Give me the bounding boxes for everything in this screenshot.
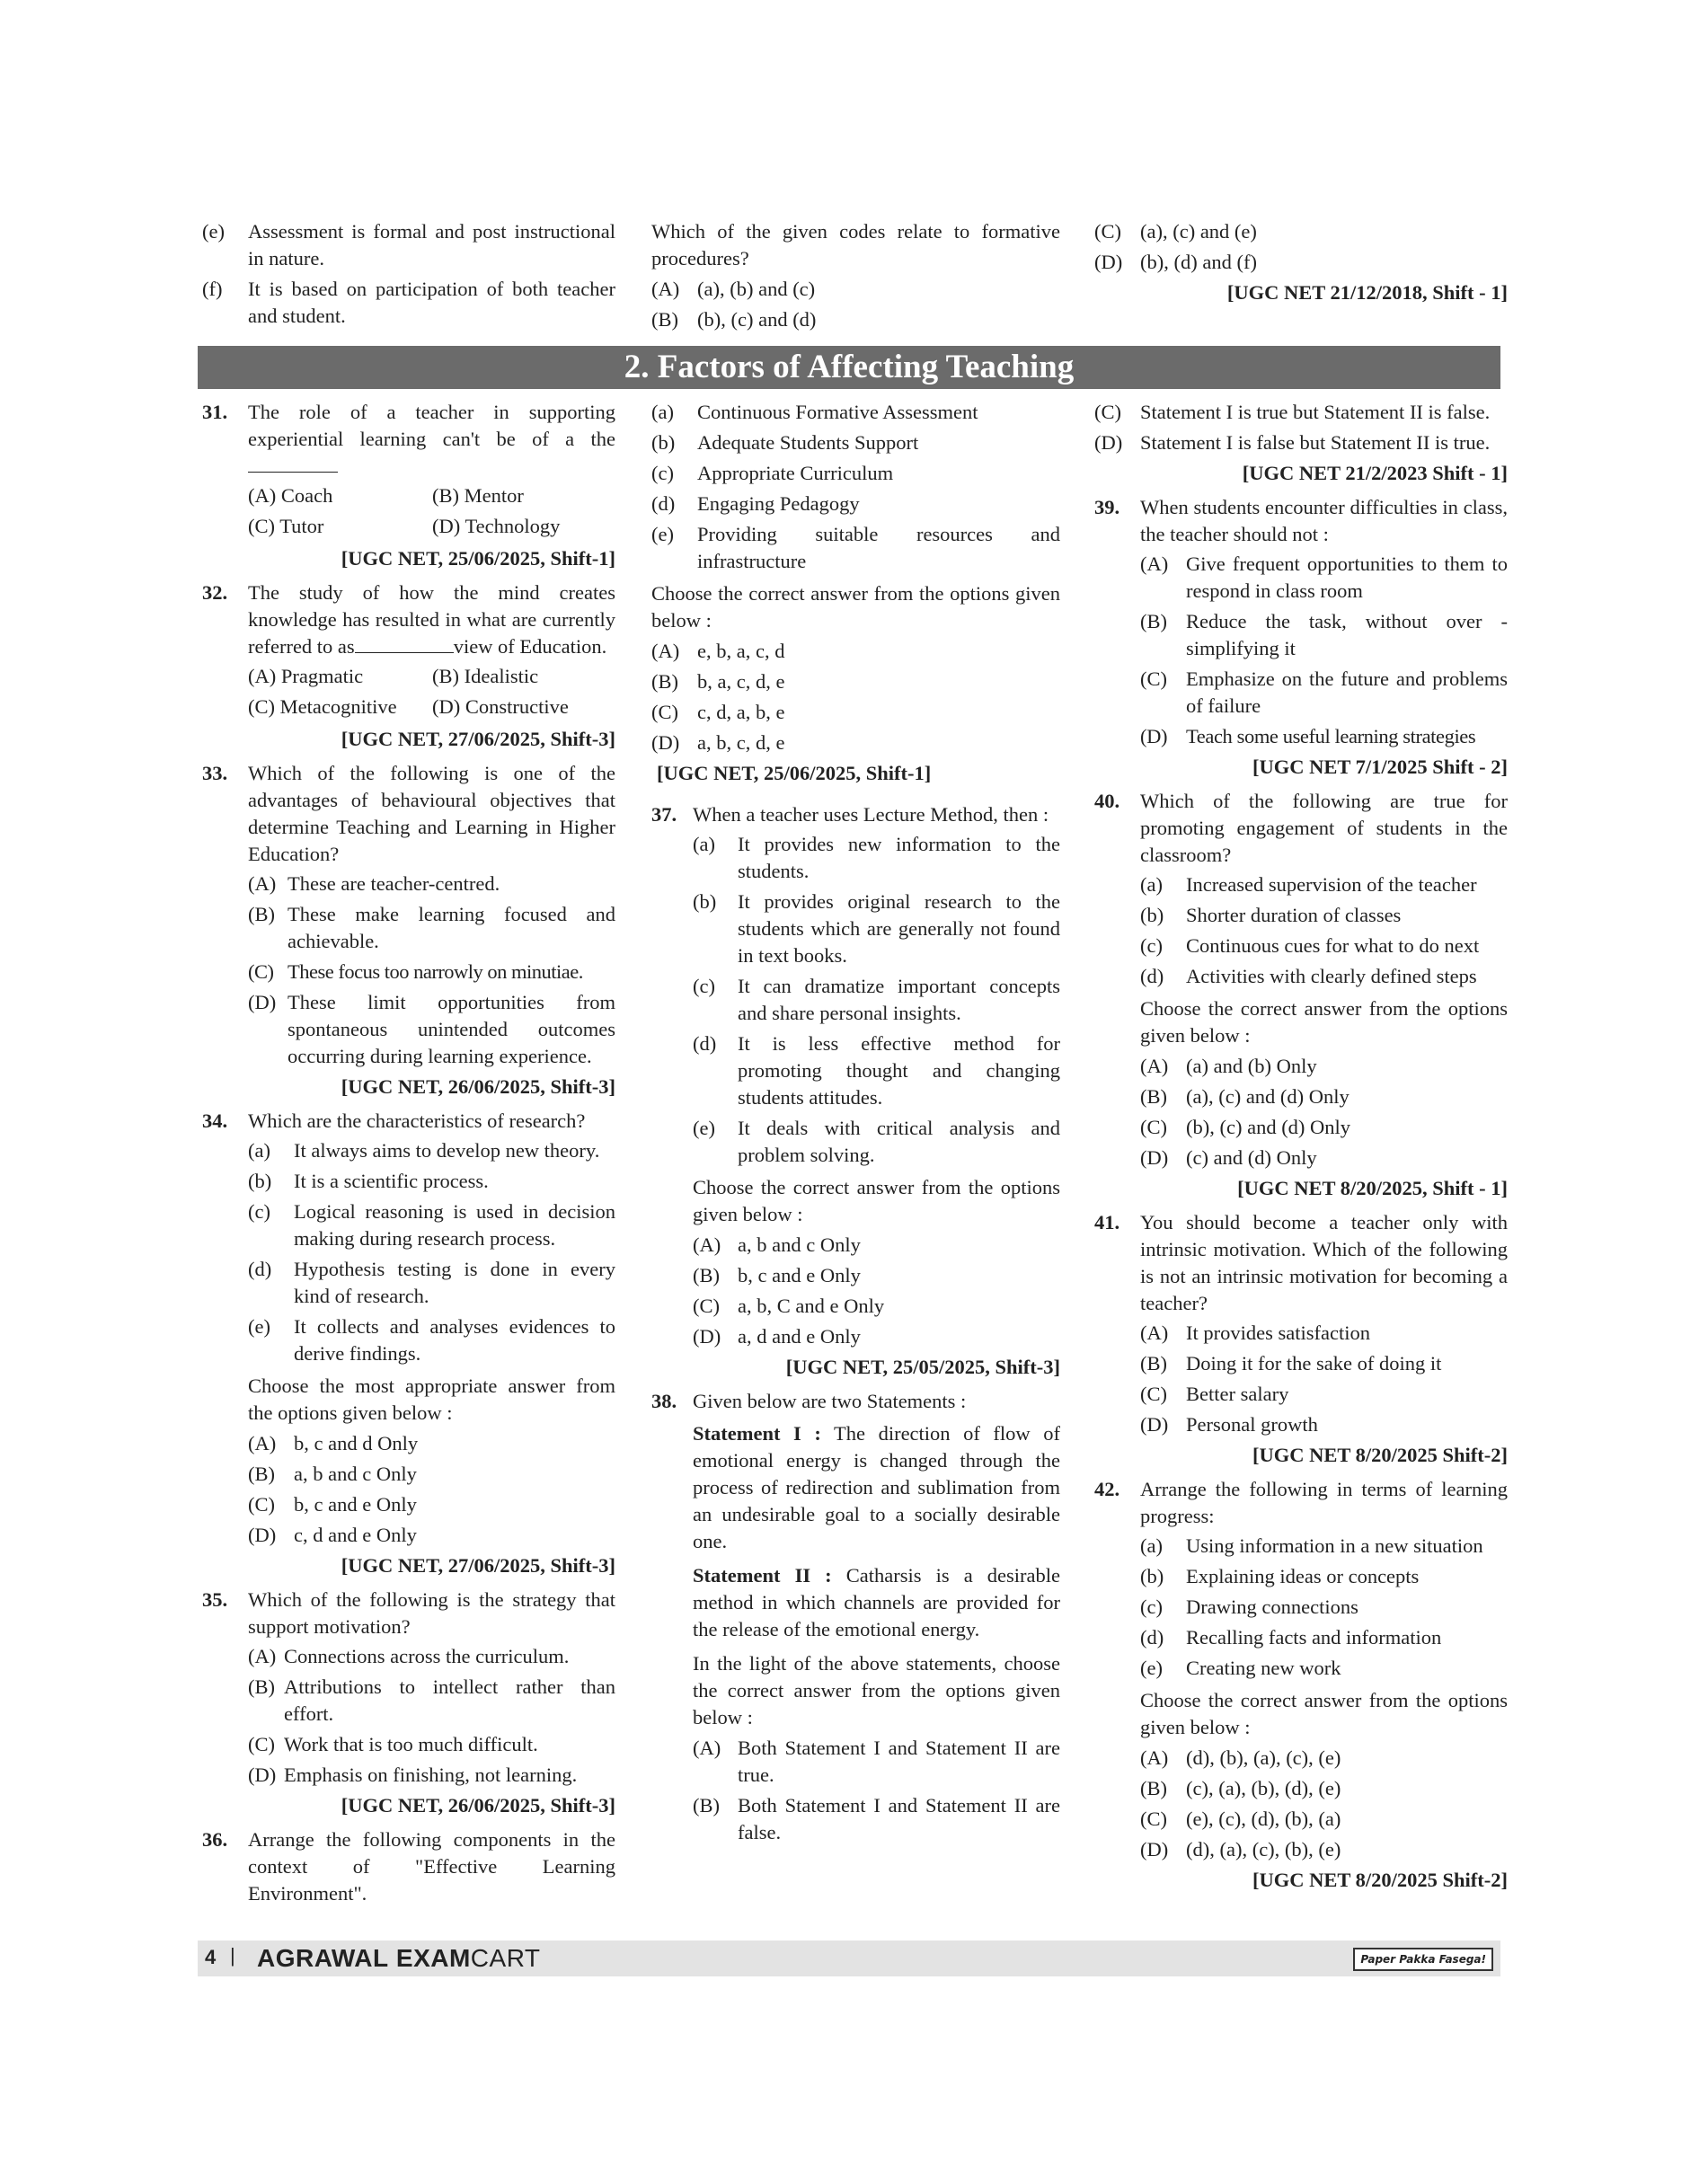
option: (B) Both Statement I and Statement II are false. [693,1794,1060,1843]
source-citation: [UGC NET 21/12/2018, Shift - 1] [1226,281,1508,304]
option: (B) b, a, c, d, e [651,670,785,693]
statement-2: Statement II : Catharsis is a desirable method in which channels are provided for the release of the emotional energy. [693,1564,1060,1640]
option: (D) Teach some useful learning strategies [1140,725,1476,747]
list-item: (b) It is a scientific process. [248,1170,489,1192]
option: (C) (b), (c) and (d) Only [1140,1116,1351,1138]
option: (A) e, b, a, c, d [651,640,785,662]
answer-blank [355,634,454,653]
option: (B) Idealistic [432,665,539,687]
list-item: (b) Adequate Students Support [651,431,919,454]
list-item: (a) Using information in a new situation [1140,1534,1483,1557]
page-footer [198,1940,1500,1976]
instruction-text: In the light of the above statements, choose the correct answer from the options given below : [693,1652,1060,1728]
list-item: (e) It deals with critical analysis and problem solving. [693,1117,1060,1166]
column-3 [1094,399,1508,1901]
option: (C) (a), (c) and (e) [1094,220,1257,243]
list-item: (d) Engaging Pedagogy [651,492,860,515]
option: (B) Reduce the task, without over - simplifying it [1140,610,1508,659]
source-citation: [UGC NET 21/2/2023 Shift - 1] [1242,462,1508,484]
question-34: 34. Which are the characteristics of research? (a) It always aims to develop new theory. (b) It is a scientific process. (c) Logical reasoning is used in decision making during research process. (d) Hypothesis testing is done in every kind of research. (e) It collects and analyses evidences to derive findings. Choose the most appropriate answer from the options given below : (A) b, c and d Only (B) a, b and c Only (C) b, c and e Only (D) c, d and e Only [UGC NET, 27/06/2025, Shift-3] [202,1108,615,1579]
option: (B) (b), (c) and (d) [651,308,817,331]
page-number: 4 [205,1946,217,1968]
source-citation: [UGC NET, 26/06/2025, Shift-3] [341,1075,615,1098]
top-continuation-col2 [651,218,1060,337]
brand-logo: AGRAWAL EXAMCART [257,1944,541,1972]
option: (B) b, c and e Only [693,1264,861,1286]
question-35: 35. Which of the following is the strategy that support motivation? (A) Connections across the curriculum. (B) Attributions to intellect rather than effort. (C) Work that is too much difficult. (D) Emphasis on finishing, not learning. [UGC NET, 26/06/2025, Shift-3] [202,1587,615,1819]
list-item: (f) It is based on participation of both teacher and student. [202,278,615,327]
list-item: (e) It collects and analyses evidences to derive findings. [248,1315,615,1365]
option: (B) Mentor [432,484,524,507]
option: (B) Doing it for the sake of doing it [1140,1352,1442,1375]
top-continuation-col3 [1094,218,1508,314]
option: (A) (a) and (b) Only [1140,1055,1317,1077]
option: (D) a, d and e Only [693,1325,861,1348]
option: (A) Coach [248,484,333,507]
instruction-text: Choose the most appropriate answer from the options given below : [248,1375,615,1424]
question-32: 32. The study of how the mind creates knowledge has resulted in what are currently referred to as view of Education. (A) Pragmatic (B) Idealistic (C) Metacognitive (D) Constructive [UGC NET, 27/06/2025, Shift-3] [202,579,615,753]
source-citation: [UGC NET, 27/06/2025, Shift-3] [341,1554,615,1577]
option: (A) b, c and d Only [248,1432,419,1454]
list-item: (a) Increased supervision of the teacher [1140,873,1477,896]
instruction-text: Choose the correct answer from the options given below : [1140,1689,1508,1738]
list-item: (c) Logical reasoning is used in decision making during research process. [248,1200,615,1250]
option: (B) These make learning focused and achievable. [248,903,615,952]
list-item: (d) Activities with clearly defined steps [1140,965,1477,987]
option: (C) a, b, C and e Only [693,1295,885,1317]
option: (D) Personal growth [1140,1413,1318,1436]
option: (A) It provides satisfaction [1140,1322,1370,1344]
footer-separator: | [230,1944,235,1967]
question-37: 37. When a teacher uses Lecture Method, then : (a) It provides new information to the students. (b) It provides original research to the students which are generally not found in text books. (c) It can dramatize important concepts and share personal insights. (d) It is less effective method for promoting thought and changing students attitudes. (e) It deals with critical analysis and problem solving. Choose the correct answer from the options given below : (A) a, b and c Only (B) b, c and e Only (C) a, b, C and e Only (D) a, d and e Only [UGC NET, 25/05/2025, Shift-3] [651,801,1060,1381]
question-31: 31. The role of a teacher in supporting experiential learning can't be of a the (A) Coach (B) Mentor (C) Tutor (D) Technology [UGC NET, 25/06/2025, Shift-1] [202,399,615,572]
option: (C) Better salary [1140,1383,1289,1405]
option: (D) Technology [432,515,561,537]
answer-blank [248,454,338,473]
option: (A) a, b and c Only [693,1233,861,1256]
question-36-continued [651,399,1060,787]
option: (B) a, b and c Only [248,1463,417,1485]
question-42: 42. Arrange the following in terms of learning progress: (a) Using information in a new situation (b) Explaining ideas or concepts (c) Drawing connections (d) Recalling facts and information (e) Creating new work Choose the correct answer from the options given below : (A) (d), (b), (a), (c), (e) (B) (c), (a), (b), (d), (e) (C) (e), (c), (d), (b), (a) (D) (d), (a), (c), (b), (e) [UGC NET 8/20/2025 Shift-2] [1094,1476,1508,1894]
option: (B) (c), (a), (b), (d), (e) [1140,1777,1341,1799]
list-item: (c) Appropriate Curriculum [651,462,894,484]
source-citation: [UGC NET, 25/06/2025, Shift-1] [341,547,615,570]
tagline-badge: Paper Pakka Fasega! [1353,1948,1493,1971]
option: (D) (b), (d) and (f) [1094,251,1257,273]
list-item: (a) It always aims to develop new theory. [248,1139,600,1162]
source-citation: [UGC NET 7/1/2025 Shift - 2] [1252,756,1508,778]
source-citation: [UGC NET, 26/06/2025, Shift-3] [341,1794,615,1817]
option: (A) (a), (b) and (c) [651,278,816,300]
question-38: 38. Given below are two Statements : Statement I : The direction of flow of emotional energy is changed through the process of redirection and sublimation from an undesirable goal to a socially desirable one. Statement II : Catharsis is a desirable method in which channels are provided for the release of the emotional energy. In the light of the above statements, choose the correct answer from the options given below : (A) Both Statement I and Statement II are true. (B) Both Statement I and Statement II are false. [651,1388,1060,1846]
question-39: 39. When students encounter difficulties in class, the teacher should not : (A) Give frequent opportunities to them to respond in class room (B) Reduce the task, without over - simplifying it (C) Emphasize on the future and problems of failure (D) Teach some useful learning strategies [UGC NET 7/1/2025 Shift - 2] [1094,494,1508,781]
list-item: (b) Shorter duration of classes [1140,904,1402,926]
question-33: 33. Which of the following is one of the advantages of behavioural objectives that determine Teaching and Learning in Higher Education? (A) These are teacher-centred. (B) These make learning focused and achievable. (C) These focus too narrowly on minutiae. (D) These limit opportunities from spontaneous unintended outcomes occurring during learning experience. [UGC NET, 26/06/2025, Shift-3] [202,760,615,1101]
option: (C) (e), (c), (d), (b), (a) [1140,1808,1341,1830]
list-item: (d) Hypothesis testing is done in every kind of research. [248,1258,615,1307]
question-text: Which of the given codes relate to formative procedures? [651,220,1060,270]
option: (B) Attributions to intellect rather than effort. [248,1675,615,1725]
list-item: (d) It is less effective method for promoting thought and changing students attitudes. [693,1032,1060,1109]
option: (B) (a), (c) and (d) Only [1140,1085,1350,1108]
top-continuation-col1 [202,218,615,333]
option: (A) Both Statement I and Statement II are true. [693,1737,1060,1786]
option: (A) (d), (b), (a), (c), (e) [1140,1746,1341,1769]
option: (A) Pragmatic [248,665,364,687]
option: (D) Constructive [432,695,569,718]
question-36: 36. Arrange the following components in the context of "Effective Learning Environment". [202,1828,615,1905]
column-1 [202,399,615,1910]
option: (C) c, d, a, b, e [651,701,785,723]
option: (A) These are teacher-centred. [248,872,500,895]
source-citation: [UGC NET, 25/05/2025, Shift-3] [785,1356,1060,1378]
option: (D) Emphasis on finishing, not learning. [248,1764,578,1786]
list-item: (e) Creating new work [1140,1657,1341,1679]
source-citation: [UGC NET, 25/06/2025, Shift-1] [657,762,932,784]
source-citation: [UGC NET 8/20/2025, Shift - 1] [1237,1177,1508,1199]
column-2 [651,399,1060,1850]
list-item: (e) Assessment is formal and post instructional in nature. [202,220,615,270]
source-citation: [UGC NET, 27/06/2025, Shift-3] [341,728,615,750]
source-citation: [UGC NET 8/20/2025 Shift-2] [1252,1444,1508,1466]
option: (D) (c) and (d) Only [1140,1146,1317,1169]
option: (C) These focus too narrowly on minutiae. [248,960,583,983]
option: (C) Emphasize on the future and problems of failure [1140,667,1508,717]
list-item: (b) Explaining ideas or concepts [1140,1565,1420,1587]
list-item: (e) Providing suitable resources and infrastructure [651,523,1060,572]
list-item: (b) It provides original research to the students which are generally not found in text books. [693,890,1060,967]
section-title: 2. Factors of Affecting Teaching [198,346,1500,389]
option: (C) Statement I is true but Statement II is false. [1094,401,1491,423]
option: (C) Work that is too much difficult. [248,1733,538,1755]
option: (A) Connections across the curriculum. [248,1645,570,1667]
statement-1: Statement I : The direction of flow of emotional energy is changed through the process of redirection and sublimation from an undesirable goal to a socially desirable one. [693,1422,1060,1552]
option: (A) Give frequent opportunities to them to respond in class room [1140,553,1508,602]
instruction-text: Choose the correct answer from the options given below : [693,1176,1060,1225]
question-38-continued [1094,399,1508,487]
list-item: (d) Recalling facts and information [1140,1626,1442,1649]
list-item: (c) Continuous cues for what to do next [1140,934,1480,957]
option: (C) Tutor [248,515,324,537]
question-40: 40. Which of the following are true for promoting engagement of students in the classroom? (a) Increased supervision of the teacher (b) Shorter duration of classes (c) Continuous cues for what to do next (d) Activities with clearly defined steps Choose the correct answer from the options given below : (A) (a) and (b) Only (B) (a), (c) and (d) Only (C) (b), (c) and (d) Only (D) (c) and (d) Only [UGC NET 8/20/2025, Shift - 1] [1094,788,1508,1202]
option: (D) (d), (a), (c), (b), (e) [1140,1838,1341,1861]
option: (D) These limit opportunities from spontaneous unintended outcomes occurring during learning experience. [248,991,615,1067]
option: (D) a, b, c, d, e [651,731,785,754]
list-item: (a) It provides new information to the students. [693,833,1060,882]
list-item: (c) Drawing connections [1140,1596,1358,1618]
instruction-text: Choose the correct answer from the options given below : [1140,997,1508,1047]
option: (C) Metacognitive [248,695,397,718]
option: (C) b, c and e Only [248,1493,417,1516]
question-41: 41. You should become a teacher only with intrinsic motivation. Which of the following is not an intrinsic motivation for becoming a teacher? (A) It provides satisfaction (B) Doing it for the sake of doing it (C) Better salary (D) Personal growth [UGC NET 8/20/2025 Shift-2] [1094,1209,1508,1469]
source-citation: [UGC NET 8/20/2025 Shift-2] [1252,1869,1508,1891]
instruction-text: Choose the correct answer from the options given below : [651,582,1060,632]
option: (D) Statement I is false but Statement II is true. [1094,431,1491,454]
list-item: (c) It can dramatize important concepts and share personal insights. [693,975,1060,1024]
option: (D) c, d and e Only [248,1524,417,1546]
list-item: (a) Continuous Formative Assessment [651,401,978,423]
